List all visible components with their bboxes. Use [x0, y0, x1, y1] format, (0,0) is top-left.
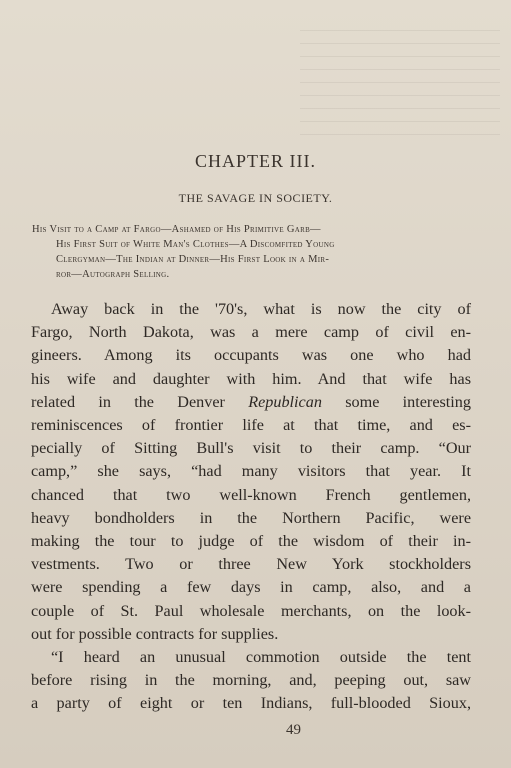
newspaper-title: Republican [248, 392, 322, 411]
page-number: 49 [286, 722, 301, 738]
text-line: “I heard an unusual commotion outside the tent [51, 648, 471, 667]
text-line: couple of St. Paul wholesale merchants, on the look- [31, 601, 471, 620]
text-line: chanced that two well-known French gentlemen, [31, 485, 471, 504]
text-line: making the tour to judge of the wisdom of their in- [31, 532, 471, 551]
chapter-synopsis [32, 222, 470, 282]
synopsis-line: ror—Autograph Selling. [56, 269, 170, 280]
text-line: were spending a few days in camp, also, and a [31, 578, 471, 597]
text-line: a party of eight or ten Indians, full-blooded Sioux, [31, 694, 471, 713]
text-line: Away back in the '70's, what is now the city of [51, 300, 471, 318]
text-line: heavy bondholders in the Northern Pacific, were [31, 508, 471, 527]
chapter-title: THE SAVAGE IN SOCIETY. [178, 191, 333, 205]
synopsis-line: His First Suit of White Man's Clothes—A Discomfited Young [56, 239, 335, 250]
chapter-heading: CHAPTER III. [195, 151, 316, 171]
text-line: pecially of Sitting Bull's visit to their camp. “Our [31, 439, 471, 458]
text-line [31, 391, 471, 414]
text-line: gineers. Among its occupants was one who had [31, 346, 471, 365]
text-line: vestments. Two or three New York stockholders [31, 555, 471, 574]
text-line: Fargo, North Dakota, was a mere camp of civil en- [31, 323, 471, 342]
text-span: related in the Denver [31, 392, 249, 411]
text-line: out for possible contracts for supplies. [31, 624, 279, 643]
text-span: some interesting [321, 392, 471, 411]
show-through-text [300, 18, 500, 138]
text-line: his wife and daughter with him. And that wife has [31, 369, 471, 388]
text-line: reminiscences of frontier life at that time, and es- [31, 416, 471, 435]
synopsis-line: Clergyman—The Indian at Dinner—His First Look in a Mir- [56, 254, 330, 265]
text-line: before rising in the morning, and, peeping out, saw [31, 671, 471, 690]
body-text [31, 298, 471, 716]
text-line: camp,” she says, “had many visitors that year. It [31, 462, 471, 481]
synopsis-line: His Visit to a Camp at Fargo—Ashamed of His Primitive Garb— [32, 224, 321, 235]
